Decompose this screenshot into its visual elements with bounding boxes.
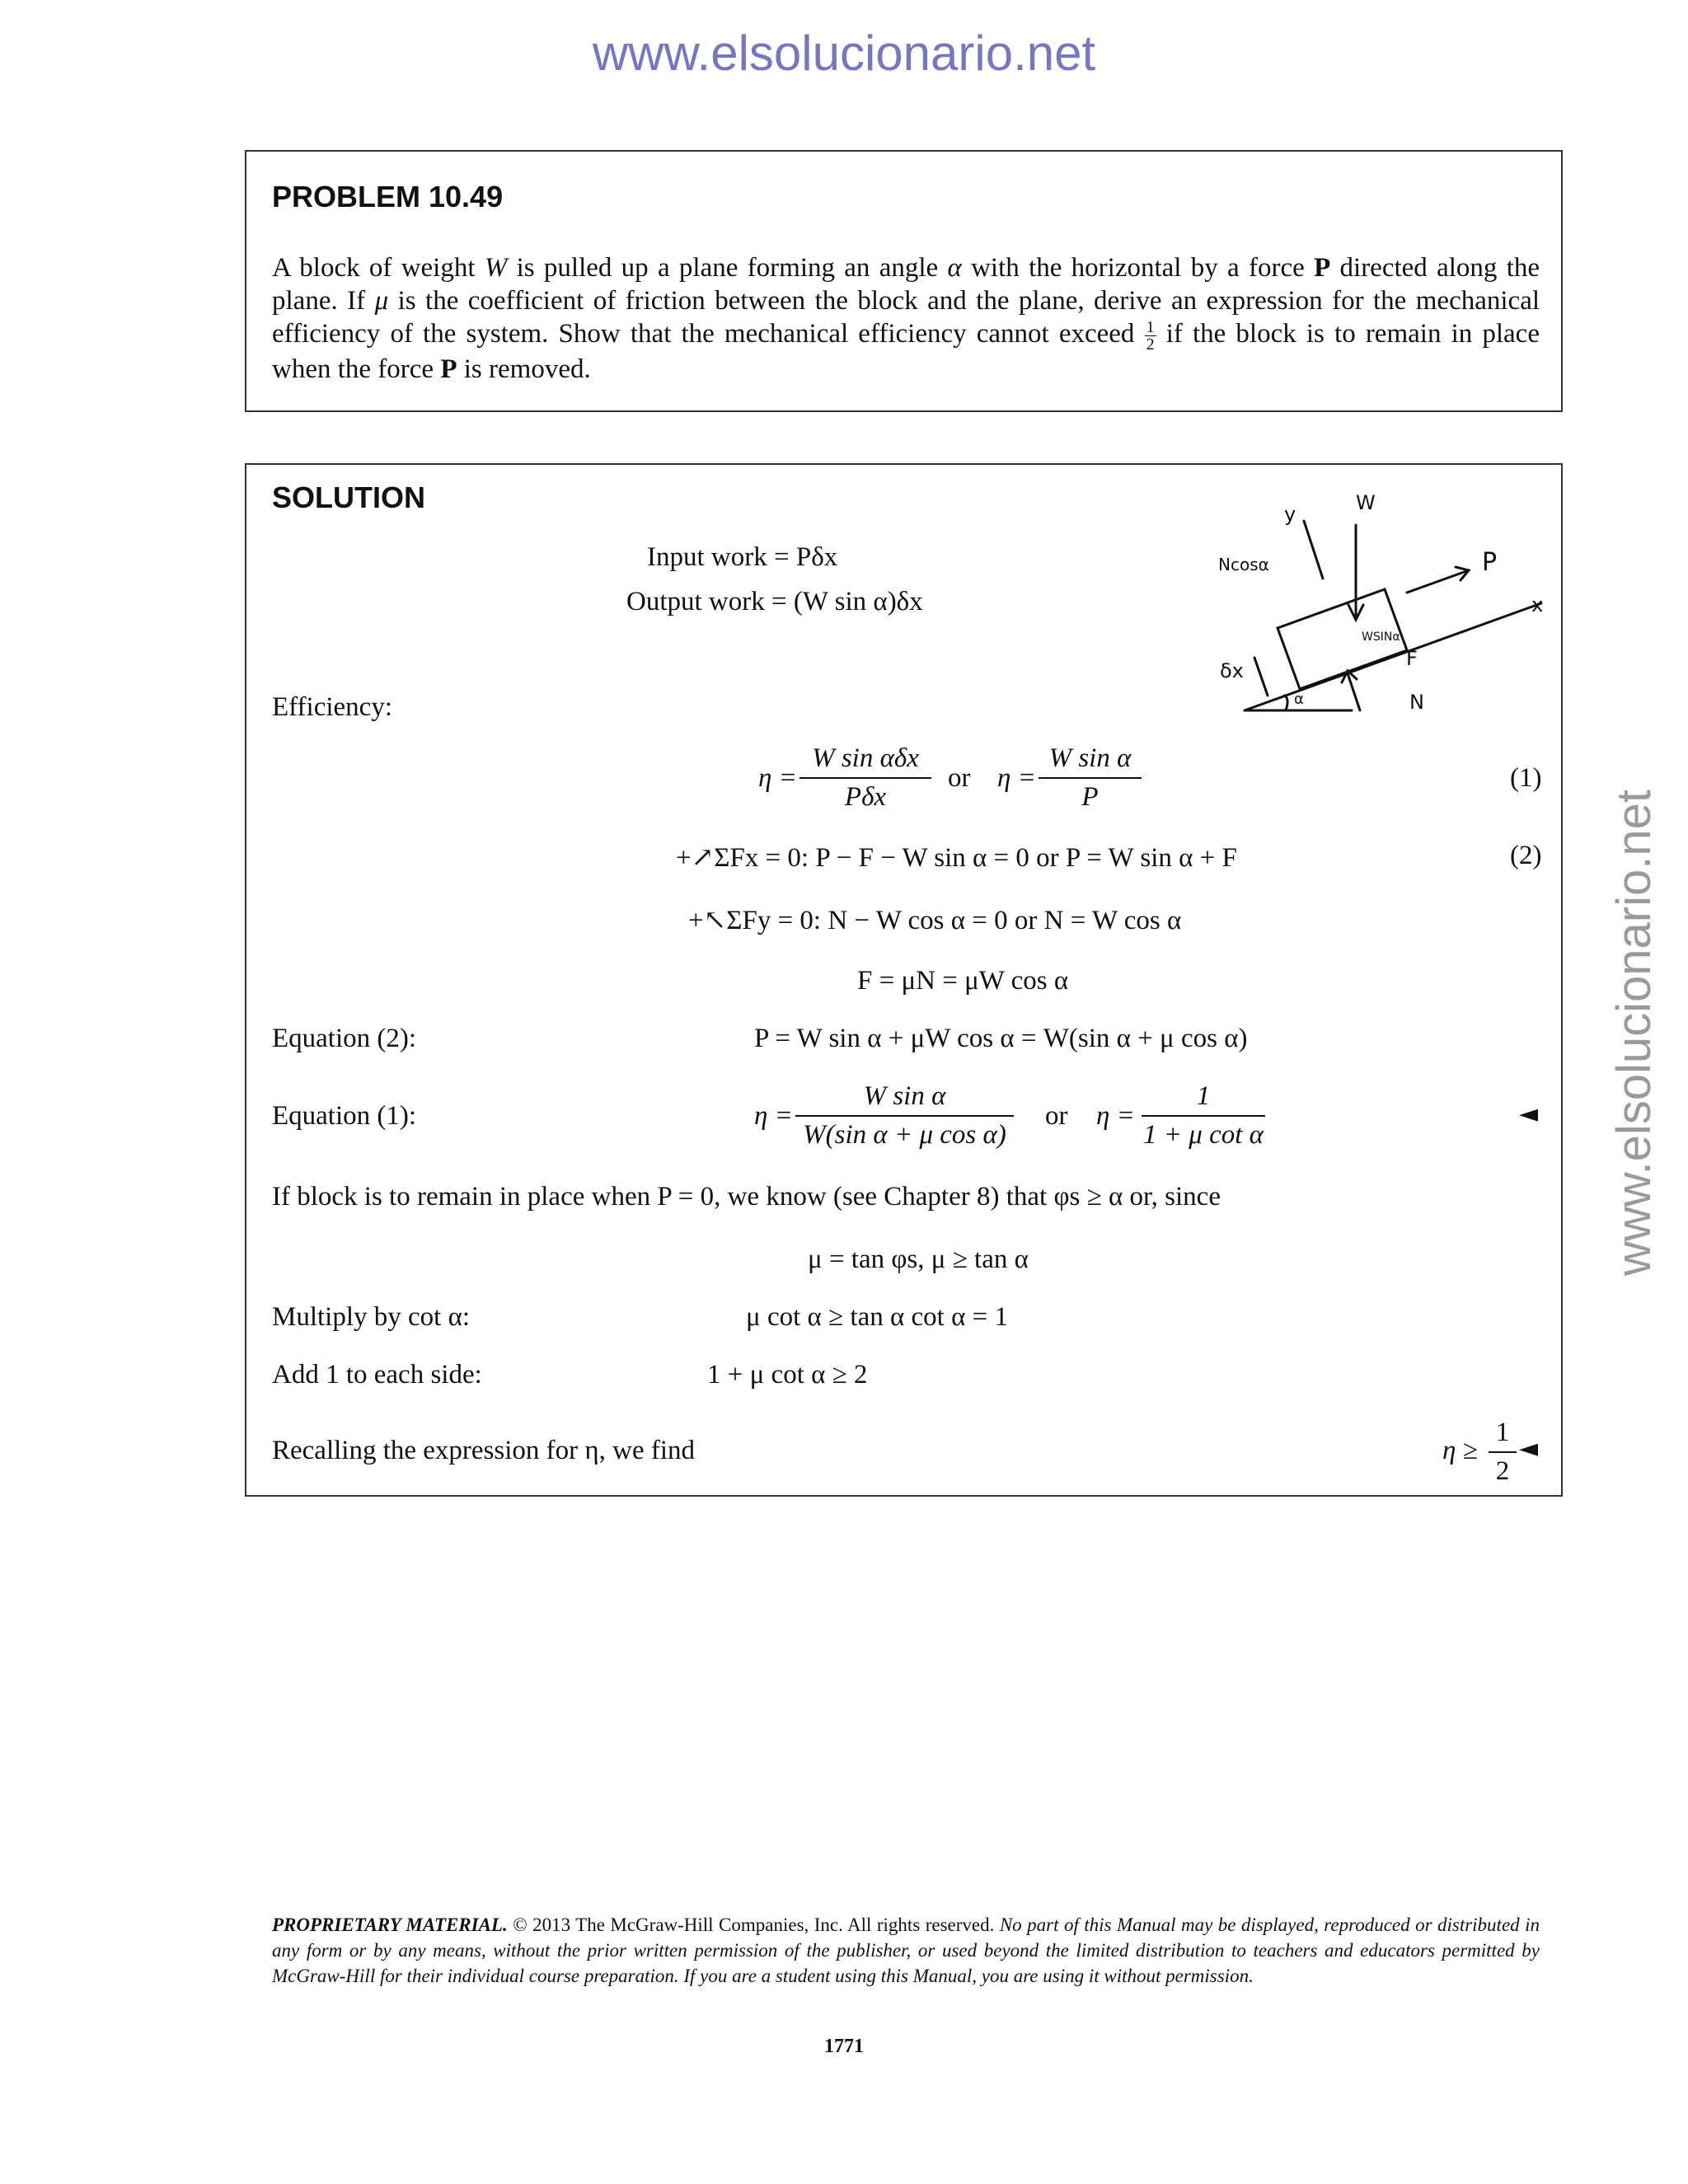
equation-2-label: Equation (2): (272, 1024, 417, 1053)
equation-1-label: Equation (1): (272, 1101, 417, 1131)
diagram-label-Ncos: Ncosα (1218, 555, 1269, 574)
fraction-eta-b (1142, 1081, 1265, 1151)
equation-tag-2: (2) (1510, 841, 1542, 870)
eta-eq-2: η = (754, 1101, 793, 1131)
N-arrow (1348, 673, 1360, 710)
watermark-top: www.elsolucionario.net (592, 26, 1096, 81)
output-work: Output work = (W sin α)δx (626, 587, 923, 616)
eta-eq-1b: η = (997, 763, 1036, 793)
diagram-label-N: N (1409, 691, 1424, 714)
final-denominator: 2 (1495, 1456, 1510, 1486)
fraction-eq1b (1039, 743, 1142, 813)
eta-eq-3: η = (1096, 1101, 1135, 1131)
diagram-label-F: F (1406, 647, 1418, 670)
diagram-label-Wsin: WSINα (1362, 630, 1400, 644)
eta-eq-1: η = (758, 763, 797, 793)
watermark-side: www.elsolucionario.net (1607, 790, 1661, 1276)
friction-equation: F = μN = μW cos α (857, 966, 1069, 996)
final-fraction (1489, 1418, 1517, 1487)
page-number: 1771 (824, 2036, 864, 2057)
y-axis-line (1304, 521, 1323, 579)
problem-text-6: if the block is to remain in place when the force (272, 319, 1540, 384)
fraction-eta-a (795, 1081, 1014, 1151)
or-1: or (948, 763, 971, 793)
equation-tag-1: (1) (1510, 763, 1542, 793)
mu-tan-relation: μ = tan φs, μ ≥ tan α (808, 1244, 1029, 1274)
dx-line-1 (1254, 658, 1268, 696)
answer-marker-2: ◄ (1519, 1434, 1539, 1463)
footer-legal-notice: No part of this Manual may be displayed, reproduced or distributed in any form or by any means, without the prior written permission of the publisher, or used beyond the limited distribution to teachers and educators permitted by McGraw-Hill for their individual course preparation. If you are a student using this Manual, you are using it without permission. (272, 1915, 1540, 1986)
one-half-fraction (1145, 319, 1156, 353)
symbol-mu: μ (374, 286, 389, 316)
diagram-label-P: P (1482, 548, 1498, 577)
problem-text-3: with the horizontal by a force (961, 253, 1315, 283)
symbol-W: W (484, 253, 508, 283)
diagram-label-y: y (1284, 503, 1296, 526)
solution-title: SOLUTION (272, 480, 425, 514)
final-eta: η ≥ (1442, 1436, 1478, 1465)
eta-a-numerator: W sin α (795, 1081, 1014, 1117)
add-equation: 1 + μ cot α ≥ 2 (707, 1360, 868, 1390)
problem-text-7: is removed. (457, 354, 591, 384)
force-P-arrow (1407, 570, 1469, 593)
symbol-P-2: P (440, 354, 457, 384)
diagram-label-x: x (1531, 593, 1544, 616)
recall-text: Recalling the expression for η, we find (272, 1436, 696, 1465)
remain-in-place-text: If block is to remain in place when P = 0, we know (see Chapter 8) that φs ≥ α or, since (272, 1182, 1221, 1212)
free-body-diagram (1212, 488, 1558, 727)
problem-text-2: is pulled up a plane forming an angle (507, 253, 948, 283)
input-work: Input work = Pδx (647, 542, 838, 572)
add-label: Add 1 to each side: (272, 1360, 482, 1390)
diagram-label-alpha: α (1294, 691, 1304, 708)
problem-title: PROBLEM 10.49 (272, 180, 504, 213)
multiply-label: Multiply by cot α: (272, 1302, 471, 1332)
half-numerator: 1 (1146, 317, 1155, 336)
equation-2-expression: P = W sin α + μW cos α = W(sin α + μ cos α) (754, 1024, 1248, 1053)
eq1-numerator: W sin αδx (799, 743, 931, 779)
problem-text-1: A block of weight (272, 253, 485, 283)
problem-text-4: directed along the plane. If (272, 253, 1540, 316)
answer-marker-1: ◄ (1519, 1099, 1539, 1128)
multiply-equation: μ cot α ≥ tan α cot α = 1 (746, 1302, 1008, 1332)
eq1b-numerator: W sin α (1039, 743, 1142, 779)
symbol-alpha: α (947, 253, 962, 283)
symbol-P: P (1314, 253, 1331, 283)
diagram-label-dx: δx (1220, 659, 1244, 682)
eq1-denominator: Pδx (844, 782, 887, 812)
sum-fy-equation: +↖ΣFy = 0: N − W cos α = 0 or N = W cos α (688, 906, 1182, 935)
eta-b-denominator: 1 + μ cot α (1143, 1120, 1264, 1150)
footer-copyright: © 2013 The McGraw-Hill Companies, Inc. All rights reserved. (507, 1915, 1000, 1935)
half-denominator: 2 (1146, 335, 1155, 354)
footer-bold-label: PROPRIETARY MATERIAL. (272, 1915, 508, 1935)
final-numerator: 1 (1489, 1418, 1517, 1453)
problem-text-5: is the coefficient of friction between the block and the plane, derive an expression for the mechanical efficiency of the system. Show that the mechanical efficiency cannot exceed (272, 286, 1540, 349)
problem-statement (272, 251, 1540, 386)
footer-notice (272, 1912, 1540, 1989)
alpha-arc (1284, 696, 1287, 710)
eq1b-denominator: P (1081, 782, 1099, 812)
efficiency-label: Efficiency: (272, 692, 392, 722)
eta-b-numerator: 1 (1142, 1081, 1265, 1117)
eta-a-denominator: W(sin α + μ cos α) (803, 1120, 1006, 1150)
fraction-eq1 (799, 743, 931, 813)
sum-fx-equation: +↗ΣFx = 0: P − F − W sin α = 0 or P = W sin α + F (676, 843, 1237, 873)
or-2: or (1045, 1101, 1068, 1131)
diagram-label-W: W (1356, 491, 1376, 514)
